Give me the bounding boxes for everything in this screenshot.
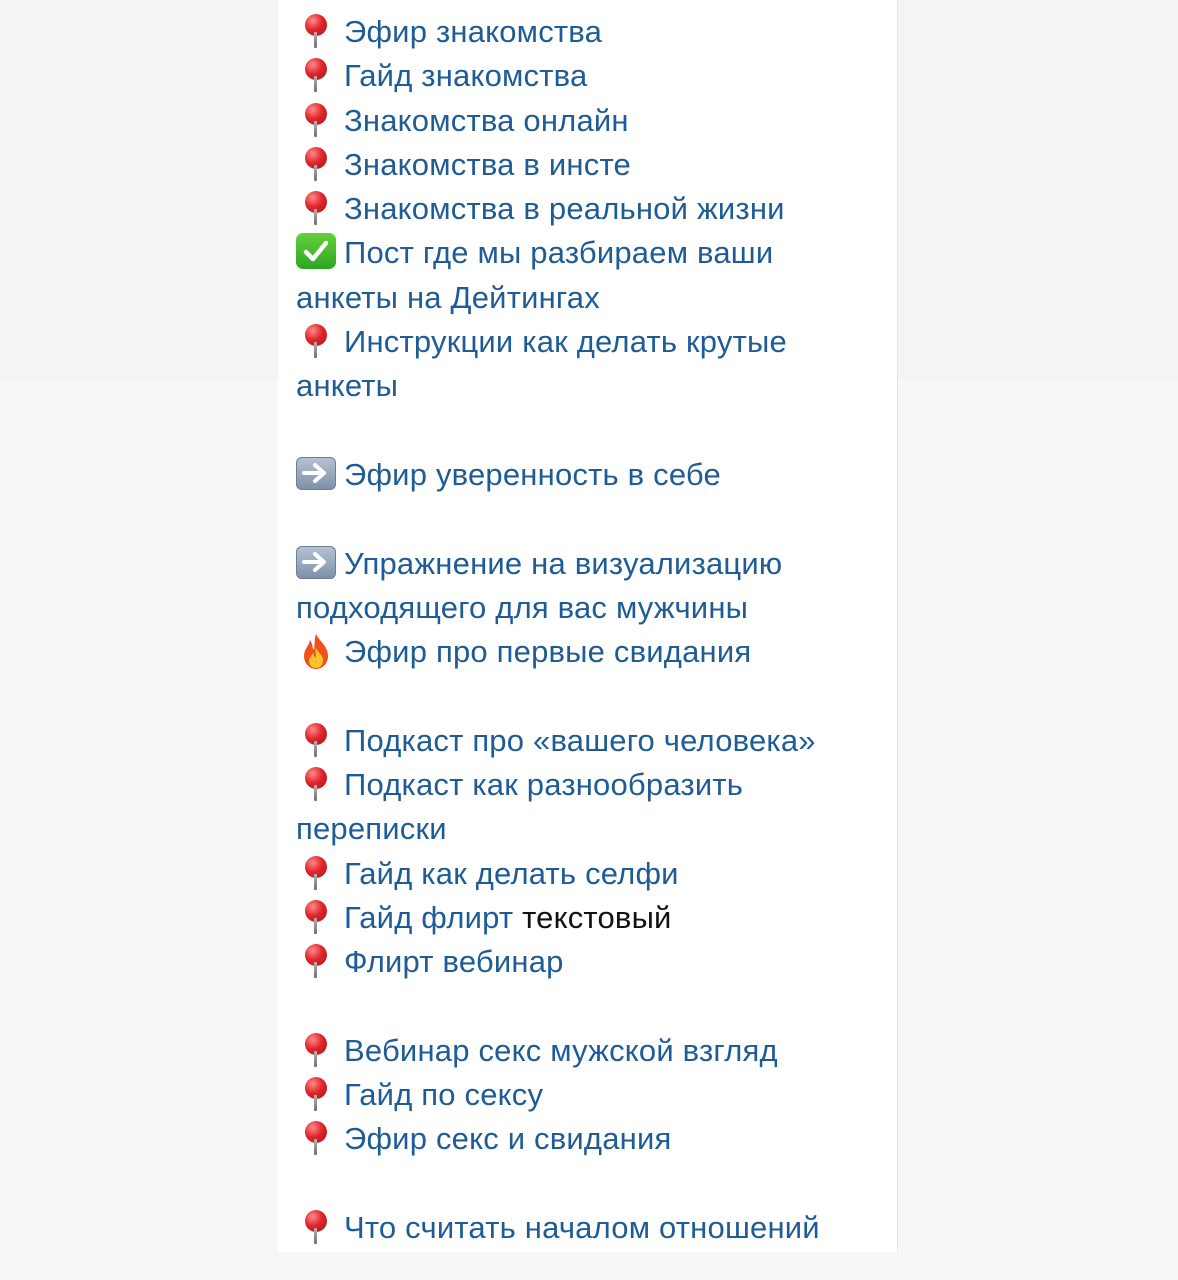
list-item[interactable] <box>296 143 886 187</box>
blank-line <box>296 1162 886 1206</box>
link-text[interactable]: подходящего для вас мужчины <box>296 589 749 625</box>
list-item[interactable] <box>296 54 886 98</box>
list-item[interactable] <box>296 763 886 807</box>
list-item-continuation[interactable] <box>296 807 886 851</box>
link-text[interactable]: Флирт вебинар <box>344 944 564 980</box>
list-item[interactable] <box>296 630 886 674</box>
message-panel <box>278 0 898 1252</box>
link-text[interactable]: Гайд флирт <box>344 899 514 935</box>
blank-line <box>296 497 886 541</box>
link-text[interactable]: Подкаст как разнообразить <box>344 767 744 803</box>
right-arrow-icon <box>296 455 340 491</box>
pin-icon <box>296 1208 340 1244</box>
link-text[interactable]: анкеты <box>296 368 399 404</box>
list-item[interactable] <box>296 1117 886 1161</box>
blank-line <box>296 674 886 718</box>
link-text[interactable]: Гайд как делать селфи <box>344 855 679 891</box>
list-item[interactable] <box>296 852 886 896</box>
fire-icon <box>296 632 340 668</box>
pin-icon <box>296 56 340 92</box>
link-text[interactable]: Знакомства в реальной жизни <box>344 191 785 227</box>
pin-icon <box>296 942 340 978</box>
link-text[interactable]: Подкаст про «вашего человека» <box>344 722 816 758</box>
link-text[interactable]: Гайд знакомства <box>344 58 588 94</box>
list-item[interactable] <box>296 453 886 497</box>
pin-icon <box>296 145 340 181</box>
list-item[interactable] <box>296 896 886 940</box>
list-item[interactable] <box>296 10 886 54</box>
pin-icon <box>296 322 340 358</box>
link-text[interactable]: Гайд по сексу <box>344 1077 544 1113</box>
pin-icon <box>296 101 340 137</box>
list-item[interactable] <box>296 231 886 275</box>
list-item[interactable] <box>296 719 886 763</box>
list-item[interactable] <box>296 99 886 143</box>
link-text[interactable]: Пост где мы разбираем ваши <box>344 235 774 271</box>
link-text[interactable]: Знакомства в инсте <box>344 146 631 182</box>
link-text[interactable]: Инструкции как делать крутые <box>344 324 787 360</box>
list-item-continuation[interactable] <box>296 364 886 408</box>
list-item[interactable] <box>296 187 886 231</box>
pin-icon <box>296 765 340 801</box>
link-text[interactable]: переписки <box>296 811 447 847</box>
blank-line <box>296 985 886 1029</box>
link-text[interactable]: Вебинар секс мужской взгляд <box>344 1032 778 1068</box>
pin-icon <box>296 898 340 934</box>
pin-icon <box>296 1119 340 1155</box>
plain-text: текстовый <box>513 899 672 935</box>
check-icon <box>296 233 340 269</box>
link-text[interactable]: Эфир про первые свидания <box>344 634 752 670</box>
link-text[interactable]: Упражнение на визуализацию <box>344 545 783 581</box>
list-item[interactable] <box>296 320 886 364</box>
list-item-continuation[interactable] <box>296 276 886 320</box>
link-text[interactable]: Эфир знакомства <box>344 14 603 49</box>
link-text[interactable]: Что считать началом отношений <box>344 1210 820 1246</box>
list-item[interactable] <box>296 1206 886 1250</box>
list-item[interactable] <box>296 1073 886 1117</box>
right-arrow-icon <box>296 544 340 580</box>
list-item[interactable] <box>296 940 886 984</box>
pin-icon <box>296 721 340 757</box>
list-item[interactable] <box>296 1029 886 1073</box>
link-text[interactable]: Эфир секс и свидания <box>344 1121 672 1157</box>
pin-icon <box>296 12 340 48</box>
link-list <box>296 10 886 1250</box>
list-item-continuation[interactable] <box>296 586 886 630</box>
pin-icon <box>296 1075 340 1111</box>
link-text[interactable]: анкеты на Дейтингах <box>296 279 600 315</box>
pin-icon <box>296 854 340 890</box>
list-item[interactable] <box>296 542 886 586</box>
link-text[interactable]: Знакомства онлайн <box>344 102 629 138</box>
pin-icon <box>296 1031 340 1067</box>
blank-line <box>296 409 886 453</box>
pin-icon <box>296 189 340 225</box>
link-text[interactable]: Эфир уверенность в себе <box>344 456 721 492</box>
